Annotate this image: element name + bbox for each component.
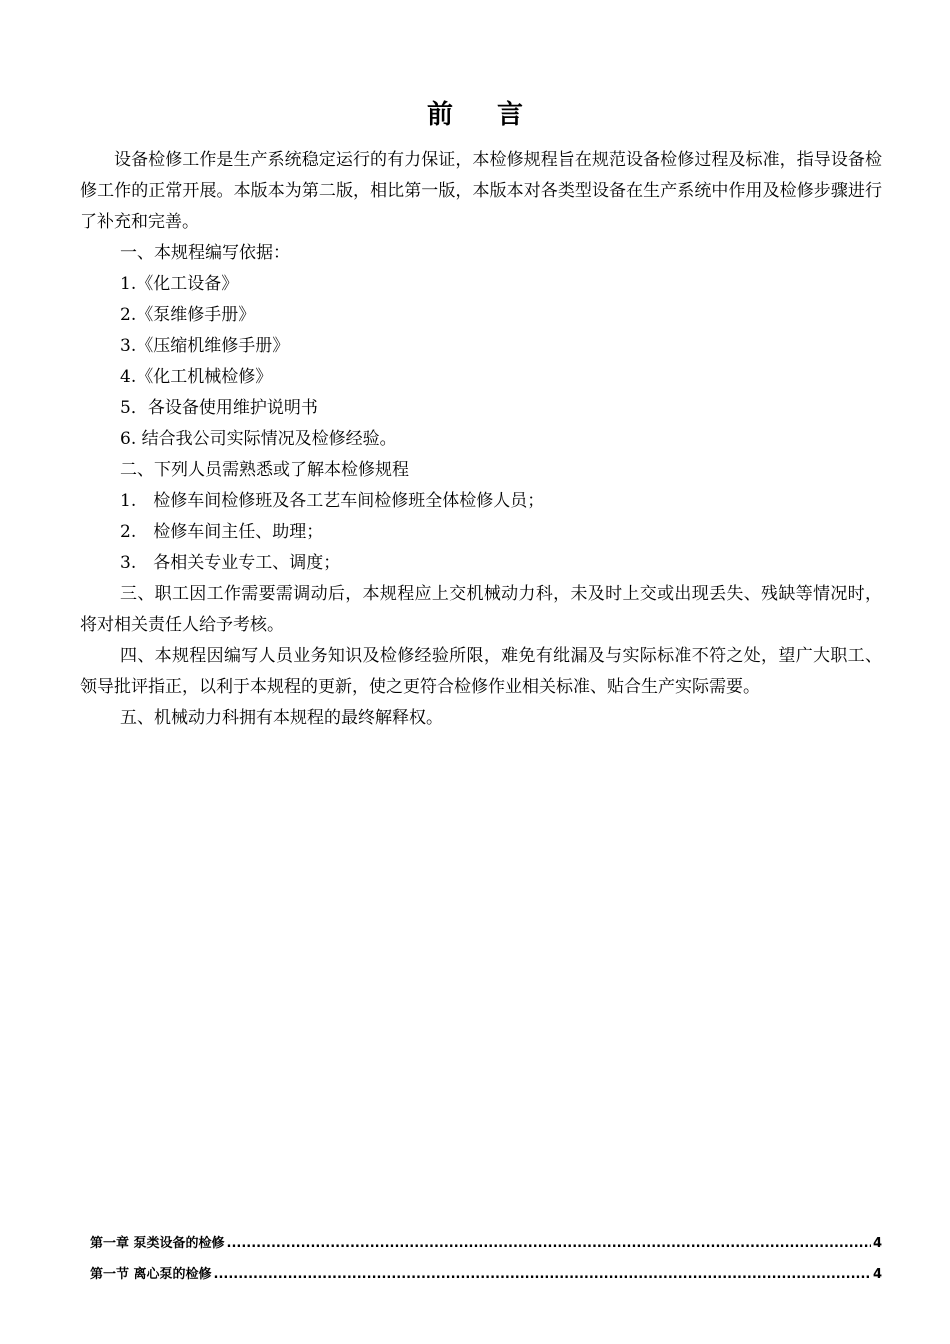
toc-entry[interactable] — [90, 1263, 882, 1281]
toc-entry-page: 4 — [872, 1236, 882, 1251]
basis-item: 5．各设备使用维护说明书 — [120, 398, 318, 418]
basis-item: 6. 结合我公司实际情况及检修经验。 — [120, 429, 397, 449]
section-transfer-rule: 三、职工因工作需要需调动后，本规程应上交机械动力科，未及时上交或出现丢失、残缺等情况时，将对相关责任人给予考核。 — [80, 584, 882, 635]
toc-leader-dots — [214, 1267, 871, 1282]
section-feedback-note: 四、本规程因编写人员业务知识及检修经验所限，难免有纰漏及与实际标准不符之处，望广大职工、领导批评指正，以利于本规程的更新，使之更符合检修作业相关标准、贴合生产实际需要。 — [80, 646, 882, 697]
intro-paragraph: 设备检修工作是生产系统稳定运行的有力保证，本检修规程旨在规范设备检修过程及标准，指导设备检修工作的正常开展。本版本为第二版，相比第一版，本版本对各类型设备在生产系统中作用及检修步骤进行了补充和完善。 — [80, 150, 882, 232]
personnel-item: 1. 检修车间检修班及各工艺车间检修班全体检修人员； — [120, 491, 545, 511]
preface-body — [80, 145, 882, 734]
section-heading-basis: 一、本规程编写依据： — [120, 243, 290, 263]
toc-entry-page: 4 — [872, 1267, 882, 1282]
personnel-item: 3. 各相关专业专工、调度； — [120, 553, 341, 573]
section-heading-personnel: 二、下列人员需熟悉或了解本检修规程 — [120, 460, 409, 480]
basis-item: 3.《压缩机维修手册》 — [120, 336, 290, 356]
section-interpretation: 五、机械动力科拥有本规程的最终解释权。 — [120, 708, 443, 728]
page-title: 前言 — [426, 100, 567, 130]
basis-item: 4.《化工机械检修》 — [120, 367, 273, 387]
personnel-item: 2. 检修车间主任、助理； — [120, 522, 324, 542]
basis-item: 2.《泵维修手册》 — [120, 305, 256, 325]
basis-item: 1.《化工设备》 — [120, 274, 239, 294]
toc-entry-label: 第一节 离心泵的检修 — [90, 1267, 212, 1282]
toc-leader-dots — [227, 1236, 871, 1251]
toc-entry[interactable] — [90, 1232, 882, 1250]
toc-entry-label: 第一章 泵类设备的检修 — [90, 1236, 225, 1251]
